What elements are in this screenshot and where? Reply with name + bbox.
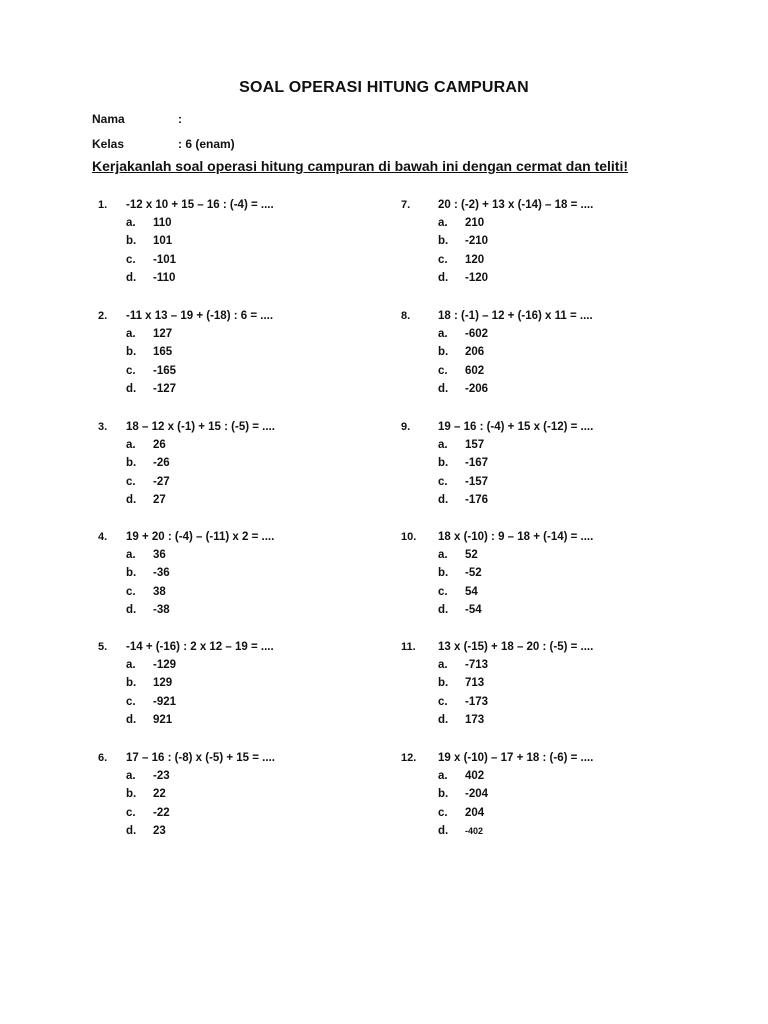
nama-field — [92, 112, 182, 126]
option-a: a. 110 — [126, 217, 172, 229]
question-text: -11 x 13 – 19 + (-18) : 6 = .... — [126, 310, 274, 322]
option-d: d. -54 — [438, 604, 482, 616]
option-c: c. -921 — [126, 696, 177, 708]
option-c: c. 120 — [438, 254, 485, 266]
option-c: c. -101 — [126, 254, 177, 266]
nama-label: Nama — [92, 112, 125, 126]
question-number: 8. — [401, 310, 411, 322]
kelas-label: Kelas — [92, 137, 125, 151]
question-text: 18 – 12 x (-1) + 15 : (-5) = .... — [126, 421, 275, 433]
option-c: c. 204 — [438, 807, 485, 819]
option-a: a. 402 — [438, 770, 485, 782]
option-d: d. -206 — [438, 383, 489, 395]
option-c: c. 54 — [438, 586, 478, 598]
option-c: c. -22 — [126, 807, 170, 819]
question-text: 17 – 16 : (-8) x (-5) + 15 = .... — [126, 752, 275, 764]
option-a: a. -23 — [126, 770, 170, 782]
page-title: SOAL OPERASI HITUNG CAMPURAN — [239, 79, 529, 96]
option-d: d. 27 — [126, 494, 166, 506]
question-number: 7. — [401, 199, 411, 211]
option-b: b. -204 — [438, 788, 489, 800]
option-b: b. 206 — [438, 346, 485, 358]
option-a: a. 36 — [126, 549, 166, 561]
question-text: 19 + 20 : (-4) – (-11) x 2 = .... — [126, 531, 275, 543]
option-c: c. 602 — [438, 365, 485, 377]
option-c: c. -173 — [438, 696, 489, 708]
option-d: d. 173 — [438, 714, 485, 726]
option-d: d. -402 — [438, 825, 484, 837]
option-a: a. 127 — [126, 328, 173, 340]
option-c: c. 38 — [126, 586, 166, 598]
option-c: c. -165 — [126, 365, 177, 377]
question-number: 12. — [401, 752, 417, 764]
question-text: 19 – 16 : (-4) + 15 x (-12) = .... — [438, 421, 594, 433]
option-a: a. 157 — [438, 439, 485, 451]
option-b: b. 165 — [126, 346, 173, 358]
option-b: b. -36 — [126, 567, 170, 579]
question-number: 6. — [98, 752, 108, 764]
option-b: b. 129 — [126, 677, 173, 689]
option-b: b. 713 — [438, 677, 485, 689]
instruction-text: Kerjakanlah soal operasi hitung campuran di bawah ini dengan cermat dan teliti! — [92, 158, 629, 174]
question-text: -14 + (-16) : 2 x 12 – 19 = .... — [126, 641, 274, 653]
option-c: c. -157 — [438, 476, 489, 488]
nama-value: : — [178, 112, 182, 126]
question-number: 1. — [98, 199, 108, 211]
question-number: 10. — [401, 531, 417, 543]
question-number: 3. — [98, 421, 108, 433]
kelas-field — [92, 137, 235, 151]
question-text: 18 x (-10) : 9 – 18 + (-14) = .... — [438, 531, 594, 543]
option-d: d. 23 — [126, 825, 166, 837]
option-b: b. -210 — [438, 235, 489, 247]
option-a: a. -713 — [438, 659, 489, 671]
question-number: 9. — [401, 421, 411, 433]
option-a: a. 26 — [126, 439, 166, 451]
option-d: d. -127 — [126, 383, 177, 395]
option-a: a. -129 — [126, 659, 177, 671]
question-number: 2. — [98, 310, 108, 322]
option-b: b. 22 — [126, 788, 166, 800]
option-b: b. -26 — [126, 457, 170, 469]
question-text: -12 x 10 + 15 – 16 : (-4) = .... — [126, 199, 274, 211]
question-text: 18 : (-1) – 12 + (-16) x 11 = .... — [438, 310, 593, 322]
option-d: d. -38 — [126, 604, 170, 616]
option-d: d. -120 — [438, 272, 489, 284]
question-number: 5. — [98, 641, 108, 653]
option-a: a. 52 — [438, 549, 478, 561]
option-d: d. -176 — [438, 494, 489, 506]
option-d: d. -110 — [126, 272, 176, 284]
option-a: a. -602 — [438, 328, 489, 340]
option-b: b. -52 — [438, 567, 482, 579]
option-a: a. 210 — [438, 217, 485, 229]
question-number: 4. — [98, 531, 108, 543]
option-c: c. -27 — [126, 476, 170, 488]
question-number: 11. — [401, 641, 416, 653]
option-b: b. -167 — [438, 457, 489, 469]
kelas-value: : 6 (enam) — [178, 137, 235, 151]
option-b: b. 101 — [126, 235, 173, 247]
question-text: 20 : (-2) + 13 x (-14) – 18 = .... — [438, 199, 594, 211]
question-text: 13 x (-15) + 18 – 20 : (-5) = .... — [438, 641, 594, 653]
question-text: 19 x (-10) – 17 + 18 : (-6) = .... — [438, 752, 594, 764]
option-d: d. 921 — [126, 714, 173, 726]
